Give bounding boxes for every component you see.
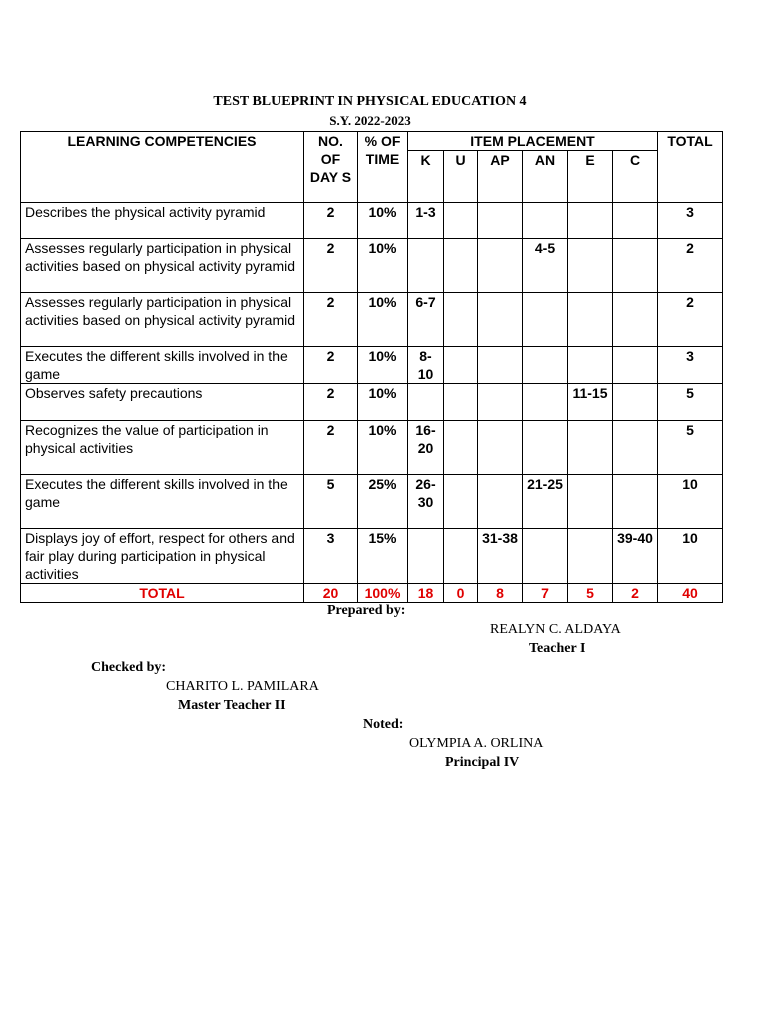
k-cell: [408, 529, 444, 584]
c-cell: [613, 421, 658, 475]
table-row: [21, 384, 723, 421]
an-cell: [523, 421, 568, 475]
totals-u: 0: [444, 584, 478, 603]
u-cell: [444, 475, 478, 529]
totals-ap: 8: [478, 584, 523, 603]
time-cell: 10%: [358, 384, 408, 421]
prepared-by-position: Teacher I: [529, 641, 586, 656]
u-cell: [444, 529, 478, 584]
header-competencies: LEARNING COMPETENCIES: [21, 132, 304, 203]
c-cell: [613, 293, 658, 347]
days-cell: 2: [304, 421, 358, 475]
ap-cell: [478, 421, 523, 475]
total-cell: 5: [658, 384, 723, 421]
days-cell: 2: [304, 293, 358, 347]
k-cell: 6-7: [408, 293, 444, 347]
u-cell: [444, 293, 478, 347]
header-an: AN: [523, 151, 568, 203]
c-cell: [613, 475, 658, 529]
k-cell: 1-3: [408, 203, 444, 239]
days-cell: 2: [304, 203, 358, 239]
ap-cell: [478, 239, 523, 293]
k-cell: [408, 384, 444, 421]
e-cell: [568, 347, 613, 384]
e-cell: [568, 529, 613, 584]
e-cell: [568, 475, 613, 529]
total-cell: 2: [658, 239, 723, 293]
header-time: % OF TIME: [358, 132, 408, 203]
time-cell: 25%: [358, 475, 408, 529]
ap-cell: [478, 347, 523, 384]
e-cell: [568, 293, 613, 347]
competency-cell: Displays joy of effort, respect for others and fair play during participation in physical activities: [21, 529, 304, 584]
prepared-by-name: REALYN C. ALDAYA: [490, 622, 621, 637]
an-cell: 21-25: [523, 475, 568, 529]
header-total: TOTAL: [658, 132, 723, 203]
table-row: [21, 421, 723, 475]
c-cell: [613, 347, 658, 384]
days-cell: 2: [304, 239, 358, 293]
document-title: TEST BLUEPRINT IN PHYSICAL EDUCATION 4: [213, 94, 527, 109]
table-row: [21, 529, 723, 584]
e-cell: [568, 239, 613, 293]
an-cell: [523, 293, 568, 347]
ap-cell: [478, 293, 523, 347]
time-cell: 10%: [358, 421, 408, 475]
days-cell: 3: [304, 529, 358, 584]
totals-an: 7: [523, 584, 568, 603]
header-e: E: [568, 151, 613, 203]
checked-by-label: Checked by:: [91, 660, 167, 675]
table-row: [21, 347, 723, 384]
header-days: NO. OF DAY S: [304, 132, 358, 203]
time-cell: 15%: [358, 529, 408, 584]
totals-time: 100%: [358, 584, 408, 603]
noted-position: Principal IV: [445, 755, 520, 770]
header-item-placement: ITEM PLACEMENT: [408, 132, 658, 151]
k-cell: 26-30: [408, 475, 444, 529]
table-row: [21, 475, 723, 529]
noted-name: OLYMPIA A. ORLINA: [409, 736, 544, 751]
days-cell: 5: [304, 475, 358, 529]
checked-by-position: Master Teacher II: [178, 698, 286, 713]
totals-e: 5: [568, 584, 613, 603]
u-cell: [444, 347, 478, 384]
school-year: S.Y. 2022-2023: [329, 113, 411, 128]
ap-cell: 31-38: [478, 529, 523, 584]
header-k: K: [408, 151, 444, 203]
noted-label: Noted:: [363, 717, 404, 732]
an-cell: [523, 384, 568, 421]
days-cell: 2: [304, 384, 358, 421]
total-cell: 3: [658, 347, 723, 384]
ap-cell: [478, 384, 523, 421]
u-cell: [444, 203, 478, 239]
totals-k: 18: [408, 584, 444, 603]
competency-cell: Executes the different skills involved in the game: [21, 347, 304, 384]
e-cell: 11-15: [568, 384, 613, 421]
total-cell: 10: [658, 529, 723, 584]
an-cell: 4-5: [523, 239, 568, 293]
k-cell: [408, 239, 444, 293]
time-cell: 10%: [358, 347, 408, 384]
competency-cell: Executes the different skills involved in the game: [21, 475, 304, 529]
e-cell: [568, 203, 613, 239]
totals-total: 40: [658, 584, 723, 603]
total-cell: 3: [658, 203, 723, 239]
competency-cell: Describes the physical activity pyramid: [21, 203, 304, 239]
competency-cell: Assesses regularly participation in physical activities based on physical activity pyramid: [21, 239, 304, 293]
c-cell: [613, 203, 658, 239]
competency-cell: Observes safety precautions: [21, 384, 304, 421]
totals-c: 2: [613, 584, 658, 603]
header-u: U: [444, 151, 478, 203]
u-cell: [444, 239, 478, 293]
c-cell: [613, 239, 658, 293]
e-cell: [568, 421, 613, 475]
total-cell: 2: [658, 293, 723, 347]
an-cell: [523, 529, 568, 584]
header-ap: AP: [478, 151, 523, 203]
an-cell: [523, 347, 568, 384]
time-cell: 10%: [358, 239, 408, 293]
total-cell: 10: [658, 475, 723, 529]
c-cell: 39-40: [613, 529, 658, 584]
totals-label: TOTAL: [21, 584, 304, 603]
total-cell: 5: [658, 421, 723, 475]
u-cell: [444, 421, 478, 475]
an-cell: [523, 203, 568, 239]
competency-cell: Assesses regularly participation in physical activities based on physical activity pyramid: [21, 293, 304, 347]
prepared-by-label: Prepared by:: [327, 603, 406, 618]
k-cell: 8-10: [408, 347, 444, 384]
k-cell: 16-20: [408, 421, 444, 475]
ap-cell: [478, 203, 523, 239]
competency-cell: Recognizes the value of participation in physical activities: [21, 421, 304, 475]
time-cell: 10%: [358, 203, 408, 239]
u-cell: [444, 384, 478, 421]
checked-by-name: CHARITO L. PAMILARA: [166, 679, 319, 694]
c-cell: [613, 384, 658, 421]
table-row: [21, 293, 723, 347]
time-cell: 10%: [358, 293, 408, 347]
table-row: [21, 203, 723, 239]
header-c: C: [613, 151, 658, 203]
blueprint-table: [20, 131, 723, 603]
table-row: [21, 239, 723, 293]
totals-days: 20: [304, 584, 358, 603]
totals-row: [21, 584, 723, 603]
ap-cell: [478, 475, 523, 529]
days-cell: 2: [304, 347, 358, 384]
